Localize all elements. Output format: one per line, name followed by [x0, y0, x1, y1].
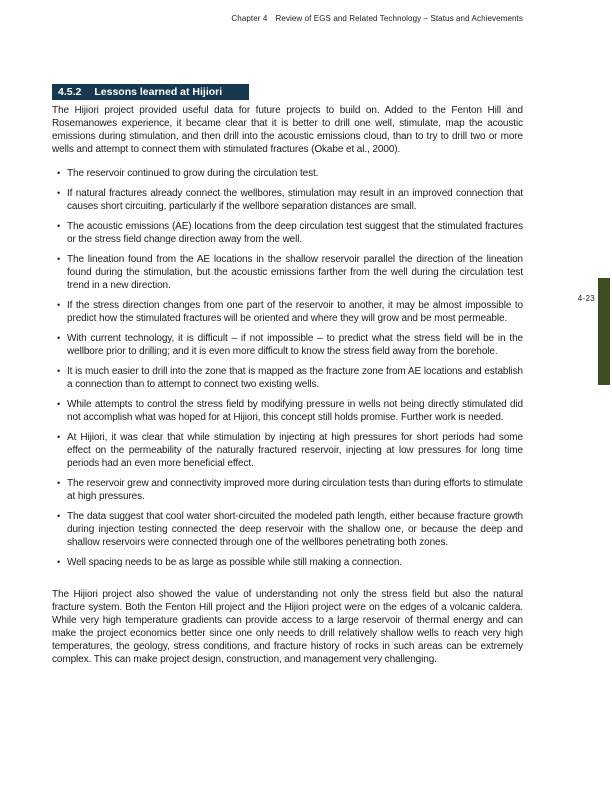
bullet-icon: • — [57, 432, 61, 442]
bullet-icon: • — [57, 478, 61, 488]
section-number: 4.5.2 — [58, 86, 82, 98]
list-item — [52, 332, 523, 358]
page-number: 4-23 — [577, 294, 595, 303]
list-item — [52, 220, 523, 246]
main-content — [52, 84, 523, 666]
running-head-title: Review of EGS and Related Technology – Status and Achievements — [275, 14, 523, 23]
list-item-text: While attempts to control the stress field by modifying pressure in wells not being directly stimulated did not accomplish what was hoped for at Hijiori, this concept still holds promise. Further work is needed. — [67, 399, 523, 423]
list-item-text: The lineation found from the AE locations in the shallow reservoir parallel the direction of the lineation found during the stimulation, but the acoustic emissions farther from the well during the circulation test trend in a new direction. — [67, 254, 523, 291]
list-item — [52, 510, 523, 549]
list-item — [52, 556, 523, 569]
list-item-text: Well spacing needs to be as large as possible while still making a connection. — [67, 557, 402, 568]
list-item — [52, 187, 523, 213]
lessons-bullet-list — [52, 167, 523, 569]
list-item-text: If the stress direction changes from one part of the reservoir to another, it may be almost impossible to predict how the stimulated fractures will be oriented and where they will grow and be most permeable. — [67, 300, 523, 324]
bullet-icon: • — [57, 300, 61, 310]
running-head-chapter: Chapter 4 — [231, 14, 268, 23]
chapter-tab-strip — [598, 278, 610, 385]
list-item-text: The data suggest that cool water short-circuited the modeled path length, either because fracture growth during injection testing connected the deep reservoir with the shallow one, or because the deep and shallow reservoirs were connected through one of the wellbores penetrating both zones. — [67, 511, 523, 548]
section-title: Lessons learned at Hijiori — [94, 86, 223, 98]
list-item-text: The acoustic emissions (AE) locations from the deep circulation test suggest that the stimulated fractures or the stress field change direction away from the well. — [67, 221, 523, 245]
list-item-text: The reservoir continued to grow during the circulation test. — [67, 168, 319, 179]
list-item — [52, 398, 523, 424]
list-item — [52, 167, 523, 180]
bullet-icon: • — [57, 366, 61, 376]
list-item — [52, 253, 523, 292]
list-item — [52, 431, 523, 470]
list-item-text: At Hijiori, it was clear that while stimulation by injecting at high pressures for short periods had some effect on the permeability of the naturally fractured reservoir, injecting at low pressures for long time periods had an even more beneficial effect. — [67, 432, 523, 469]
running-head — [0, 14, 523, 23]
bullet-icon: • — [57, 168, 61, 178]
closing-paragraph: The Hijiori project also showed the value of understanding not only the stress field but also the natural fracture system. Both the Fenton Hill project and the Hijiori project were on the edges of a volcanic caldera. While very high temperature gradients can provide access to a large reservoir of thermal energy and can make the project economics better since one only needs to drill relatively shallow wells to reach very high temperatures, the geology, stress conditions, and fracture history of rocks in such areas can be extremely complex. This can make project design, construction, and management very challenging. — [52, 589, 523, 665]
list-item — [52, 299, 523, 325]
list-item-text: If natural fractures already connect the wellbores, stimulation may result in an improved connection that causes short circuiting, particularly if the wellbore separation distances are small. — [67, 188, 523, 212]
bullet-icon: • — [57, 188, 61, 198]
bullet-icon: • — [57, 511, 61, 521]
list-item — [52, 477, 523, 503]
list-item-text: The reservoir grew and connectivity improved more during circulation tests than during efforts to stimulate at high pressures. — [67, 478, 524, 502]
bullet-icon: • — [57, 333, 61, 343]
list-item — [52, 365, 523, 391]
list-item-text: With current technology, it is difficult – if not impossible – to predict what the stress field will be in the wellbore prior to drilling; and it is even more difficult to know the stress field away from the borehole. — [67, 333, 523, 357]
list-item-text: It is much easier to drill into the zone that is mapped as the fracture zone from AE locations and establish a connection than to attempt to connect two existing wells. — [67, 366, 523, 390]
bullet-icon: • — [57, 399, 61, 409]
section-heading — [52, 84, 249, 100]
intro-paragraph: The Hijiori project provided useful data for future projects to build on. Added to the Fenton Hill and Rosemanowes experience, it became clear that it is better to drill one well, stimulate, map the acoustic emissions during stimulation, and then drill into the acoustic emissions cloud, than to try to drill two or more wells and attempt to connect them with stimulated fractures (Okabe et al., 2000). — [52, 105, 523, 155]
bullet-icon: • — [57, 557, 61, 567]
bullet-icon: • — [57, 221, 61, 231]
bullet-icon: • — [57, 254, 61, 264]
